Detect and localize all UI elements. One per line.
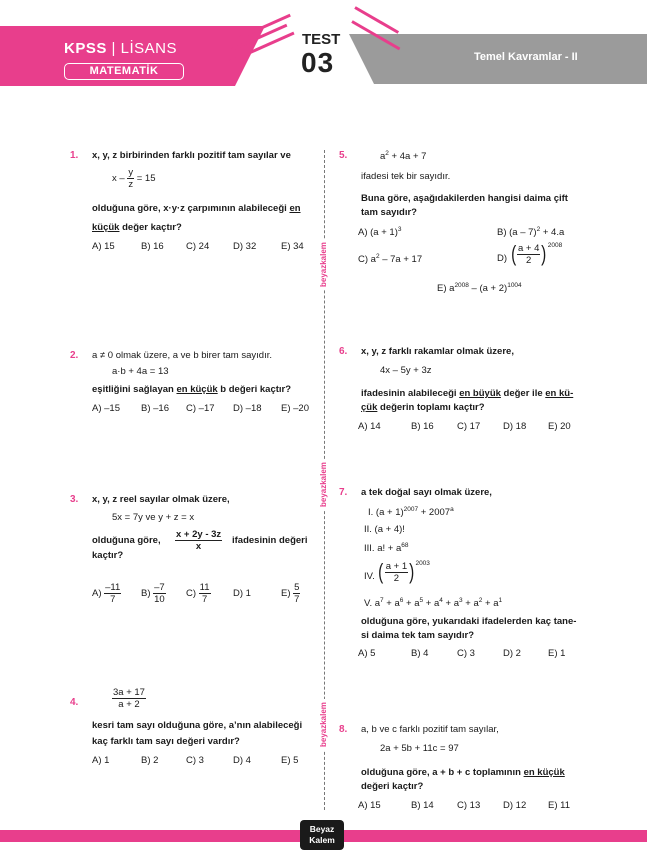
option-a[interactable] — [358, 226, 402, 238]
exponent: 2 — [478, 597, 483, 604]
exponent: 7 — [380, 597, 384, 604]
exponent: 3 — [397, 226, 402, 233]
exam-separator: | — [111, 40, 116, 57]
statement-v — [364, 597, 502, 609]
underlined-text: en küçük — [176, 384, 218, 395]
watermark: beyazkalem — [319, 459, 328, 510]
fraction-denominator: 2 — [526, 254, 532, 266]
option-letter: C) — [186, 588, 197, 600]
text-part: eşitliğini sağlayan — [92, 384, 177, 395]
fraction — [199, 582, 211, 605]
question-expression: 2a + 5b + 11c = 97 — [380, 743, 459, 754]
question-stem: a ≠ 0 olmak üzere, a ve b birer tam sayıdır. — [92, 350, 272, 361]
exponent: 2008 — [454, 282, 469, 289]
topic-title: Temel Kavramlar - II — [474, 51, 578, 63]
exponent: 68 — [401, 542, 409, 549]
exponent: 1004 — [507, 282, 522, 289]
exponent: 4 — [439, 597, 443, 604]
option-d[interactable]: D) 4 — [233, 755, 251, 766]
underlined-text: çük — [361, 402, 378, 413]
statement-i — [368, 506, 454, 518]
question-number: 2. — [70, 350, 79, 361]
option-b[interactable]: B) 2 — [141, 755, 159, 766]
fraction-numerator: –11 — [105, 582, 121, 593]
option-a[interactable]: A) 5 — [358, 648, 376, 659]
text-part: değer kaçtır? — [119, 222, 182, 233]
text-part: değerin toplamı kaçtır? — [377, 402, 485, 413]
question-stem: a, b ve c farklı pozitif tam sayılar, — [361, 724, 499, 735]
fraction-denominator: 7 — [294, 594, 300, 605]
option-b[interactable]: B) –16 — [141, 403, 169, 414]
option-a[interactable]: A) 15 — [92, 241, 115, 252]
option-b[interactable]: B) 16 — [411, 421, 434, 432]
test-number: 03 — [301, 47, 335, 78]
option-text: B) (a – 7) — [497, 227, 537, 239]
question-text — [92, 222, 182, 233]
fraction — [112, 687, 146, 710]
fraction — [104, 582, 121, 605]
question-text — [92, 203, 301, 214]
question-stem: x, y, z birbirinden farklı pozitif tam sayılar ve — [92, 150, 291, 161]
test-label: TEST — [302, 31, 341, 48]
option-a[interactable]: A) 15 — [358, 800, 381, 811]
parenthesized-fraction — [377, 561, 415, 584]
question-stem: x, y, z reel sayılar olmak üzere, — [92, 494, 230, 505]
question-expression: 4x – 5y + 3z — [380, 365, 432, 376]
option-e[interactable]: E) –20 — [281, 403, 309, 414]
subject-badge: MATEMATİK — [64, 63, 184, 80]
text-part: b değeri kaçtır? — [217, 384, 292, 395]
paren-close: ) — [541, 241, 547, 266]
option-c[interactable]: C) 3 — [186, 755, 204, 766]
question-stem: ifadesi tek bir sayıdır. — [361, 171, 451, 182]
exponent: 3 — [459, 597, 463, 604]
option-e[interactable]: E) 1 — [548, 648, 566, 659]
option-d[interactable]: D) 2 — [503, 648, 521, 659]
question-number: 5. — [339, 150, 348, 161]
underlined-text: en büyük — [459, 388, 501, 399]
option-c[interactable] — [186, 582, 211, 605]
option-letter: B) — [141, 588, 151, 600]
option-text: E) a — [437, 283, 455, 295]
question-text: tam sayıdır? — [361, 207, 417, 218]
paren-open: ( — [378, 559, 384, 584]
exponent: 5 — [419, 597, 424, 604]
option-b[interactable] — [497, 226, 564, 238]
option-b[interactable]: B) 14 — [411, 800, 434, 811]
paren-open: ( — [510, 241, 516, 266]
exam-level: LİSANS — [120, 40, 177, 57]
expr-part: = 15 — [136, 173, 156, 185]
fraction — [385, 561, 408, 584]
question-text: Buna göre, aşağıdakilerden hangisi daima çift — [361, 193, 568, 204]
fraction-numerator: 5 — [294, 582, 300, 593]
text-part: olduğuna göre, x·y·z çarpımının alabileceği — [92, 203, 290, 214]
text-part: + 2007 — [418, 507, 451, 519]
question-expression — [112, 167, 155, 190]
question-stem: x, y, z farklı rakamlar olmak üzere, — [361, 346, 514, 357]
question-number: 8. — [339, 724, 348, 735]
question-number: 7. — [339, 487, 348, 498]
fraction-denominator: 10 — [154, 594, 165, 605]
question-stem: a tek doğal sayı olmak üzere, — [361, 487, 492, 498]
question-number: 6. — [339, 346, 348, 357]
statement-iii — [364, 542, 408, 554]
fraction-numerator: a + 1 — [385, 560, 408, 572]
option-d[interactable]: D) –18 — [233, 403, 262, 414]
text-part: V. a — [364, 598, 381, 610]
question-text: olduğuna göre, yukarıdaki ifadelerden kaç tane- — [361, 616, 577, 627]
header-stripe — [354, 6, 399, 34]
exponent: 2007 — [403, 506, 419, 513]
fraction — [127, 167, 134, 190]
expr-part: x – — [112, 173, 125, 185]
option-a[interactable] — [92, 582, 121, 605]
option-d[interactable]: D) 12 — [503, 800, 527, 811]
question-text — [361, 402, 485, 413]
statement-ii: II. (a + 4)! — [364, 524, 405, 535]
question-text: ifadesinin değeri — [232, 535, 308, 546]
option-a[interactable]: A) 1 — [92, 755, 110, 766]
fraction — [517, 243, 540, 266]
text-part: + a — [462, 598, 479, 610]
option-b[interactable]: B) 16 — [141, 241, 164, 252]
exponent: 1 — [498, 597, 503, 604]
expr-part: + 4a + 7 — [388, 151, 427, 163]
brand-line: Beyaz — [309, 824, 335, 834]
underlined-text: en kü- — [545, 388, 574, 399]
question-text: kaç farklı tam sayı değeri vardır? — [92, 736, 240, 747]
brand-logo — [300, 820, 344, 850]
question-text: kesri tam sayı olduğuna göre, a’nın alabileceği — [92, 720, 303, 731]
option-e[interactable]: E) 20 — [548, 421, 571, 432]
fraction-numerator: –7 — [154, 582, 165, 593]
brand-line: Kalem — [309, 835, 335, 845]
text-part: değer ile — [500, 388, 546, 399]
parenthesized-fraction — [510, 243, 548, 266]
underlined-text: küçük — [92, 222, 120, 233]
question-number: 4. — [70, 697, 79, 708]
underlined-text: en — [289, 203, 301, 214]
text-part: ifadesinin alabileceği — [361, 388, 460, 399]
fraction — [175, 529, 222, 552]
option-letter: D) — [497, 253, 508, 264]
fraction-numerator: 11 — [199, 582, 210, 593]
fraction-denominator: 7 — [110, 594, 116, 605]
question-number: 3. — [70, 494, 79, 505]
option-c[interactable]: C) 13 — [457, 800, 481, 811]
question-text: olduğuna göre, — [92, 535, 161, 546]
question-text — [361, 388, 573, 399]
exponent: a — [450, 506, 454, 513]
underlined-text: en küçük — [523, 767, 565, 778]
question-expression: 5x = 7y ve y + z = x — [112, 512, 195, 523]
exponent: 2 — [536, 226, 541, 233]
text-part: + a — [442, 598, 460, 610]
option-text: A) (a + 1) — [358, 227, 398, 239]
text-part: I. (a + 1) — [368, 507, 404, 519]
exponent: 6 — [399, 597, 404, 604]
exponent: 2003 — [415, 560, 430, 567]
text-part: + a — [403, 598, 420, 610]
option-text: – 7a + 17 — [379, 254, 423, 266]
option-e[interactable] — [281, 582, 300, 605]
option-c[interactable]: C) –17 — [186, 403, 215, 414]
fraction-numerator: 3a + 17 — [113, 687, 145, 698]
expr-part: a — [380, 151, 386, 163]
fraction-denominator: x — [195, 541, 202, 552]
option-a[interactable]: A) –15 — [92, 403, 120, 414]
watermark: beyazkalem — [319, 239, 328, 290]
option-c[interactable] — [358, 253, 422, 265]
question-expression: a·b + 4a = 13 — [112, 366, 169, 377]
option-b[interactable] — [141, 582, 166, 605]
option-c[interactable]: C) 17 — [457, 421, 481, 432]
fraction-denominator: z — [128, 179, 134, 190]
question-number: 1. — [70, 150, 79, 161]
option-e[interactable]: E) 11 — [548, 800, 571, 811]
option-letter: A) — [92, 588, 102, 600]
option-b[interactable]: B) 4 — [411, 648, 429, 659]
fraction — [153, 582, 166, 605]
question-text — [92, 384, 291, 395]
exponent: 2 — [385, 150, 389, 157]
option-d[interactable]: D) 1 — [233, 588, 251, 599]
option-d[interactable] — [497, 242, 562, 266]
exponent: 2008 — [547, 242, 563, 249]
text-part: + a — [482, 598, 499, 610]
fraction-numerator: x + 2y - 3z — [176, 529, 222, 540]
option-a[interactable]: A) 14 — [358, 421, 381, 432]
question-text: si daima tek tam sayıdır? — [361, 630, 474, 641]
option-d[interactable]: D) 18 — [503, 421, 527, 432]
exam-title — [64, 40, 177, 57]
text-part: olduğuna göre, a + b + c toplamının — [361, 767, 524, 778]
fraction-numerator: y — [128, 167, 134, 178]
option-e[interactable] — [437, 282, 522, 294]
option-c[interactable]: C) 3 — [457, 648, 475, 659]
text-part: + a — [383, 598, 400, 610]
option-text: C) a — [358, 254, 376, 266]
option-d[interactable]: D) 32 — [233, 241, 257, 252]
fraction — [293, 582, 300, 605]
statement-iv — [364, 560, 430, 584]
option-letter: E) — [281, 588, 291, 600]
fraction-denominator: 2 — [393, 572, 400, 584]
fraction-numerator: a + 4 — [518, 242, 540, 254]
exam-name: KPSS — [64, 40, 107, 57]
watermark: beyazkalem — [319, 699, 328, 750]
text-part: + a — [423, 598, 440, 610]
paren-close: ) — [409, 559, 415, 584]
text-part: III. a! + a — [364, 543, 402, 555]
question-text: kaçtır? — [92, 550, 124, 561]
option-e[interactable]: E) 34 — [281, 241, 304, 252]
question-text — [361, 767, 565, 778]
question-expression — [380, 150, 426, 162]
fraction-denominator: 7 — [201, 594, 208, 605]
option-text: + 4.a — [540, 227, 565, 239]
option-c[interactable]: C) 24 — [186, 241, 210, 252]
text-part: IV. — [364, 571, 375, 582]
option-text: – (a + 2) — [468, 283, 508, 295]
exponent: 2 — [375, 253, 380, 260]
fraction-denominator: a + 2 — [118, 699, 140, 710]
question-text: değeri kaçtır? — [361, 781, 424, 792]
option-e[interactable]: E) 5 — [281, 755, 299, 766]
